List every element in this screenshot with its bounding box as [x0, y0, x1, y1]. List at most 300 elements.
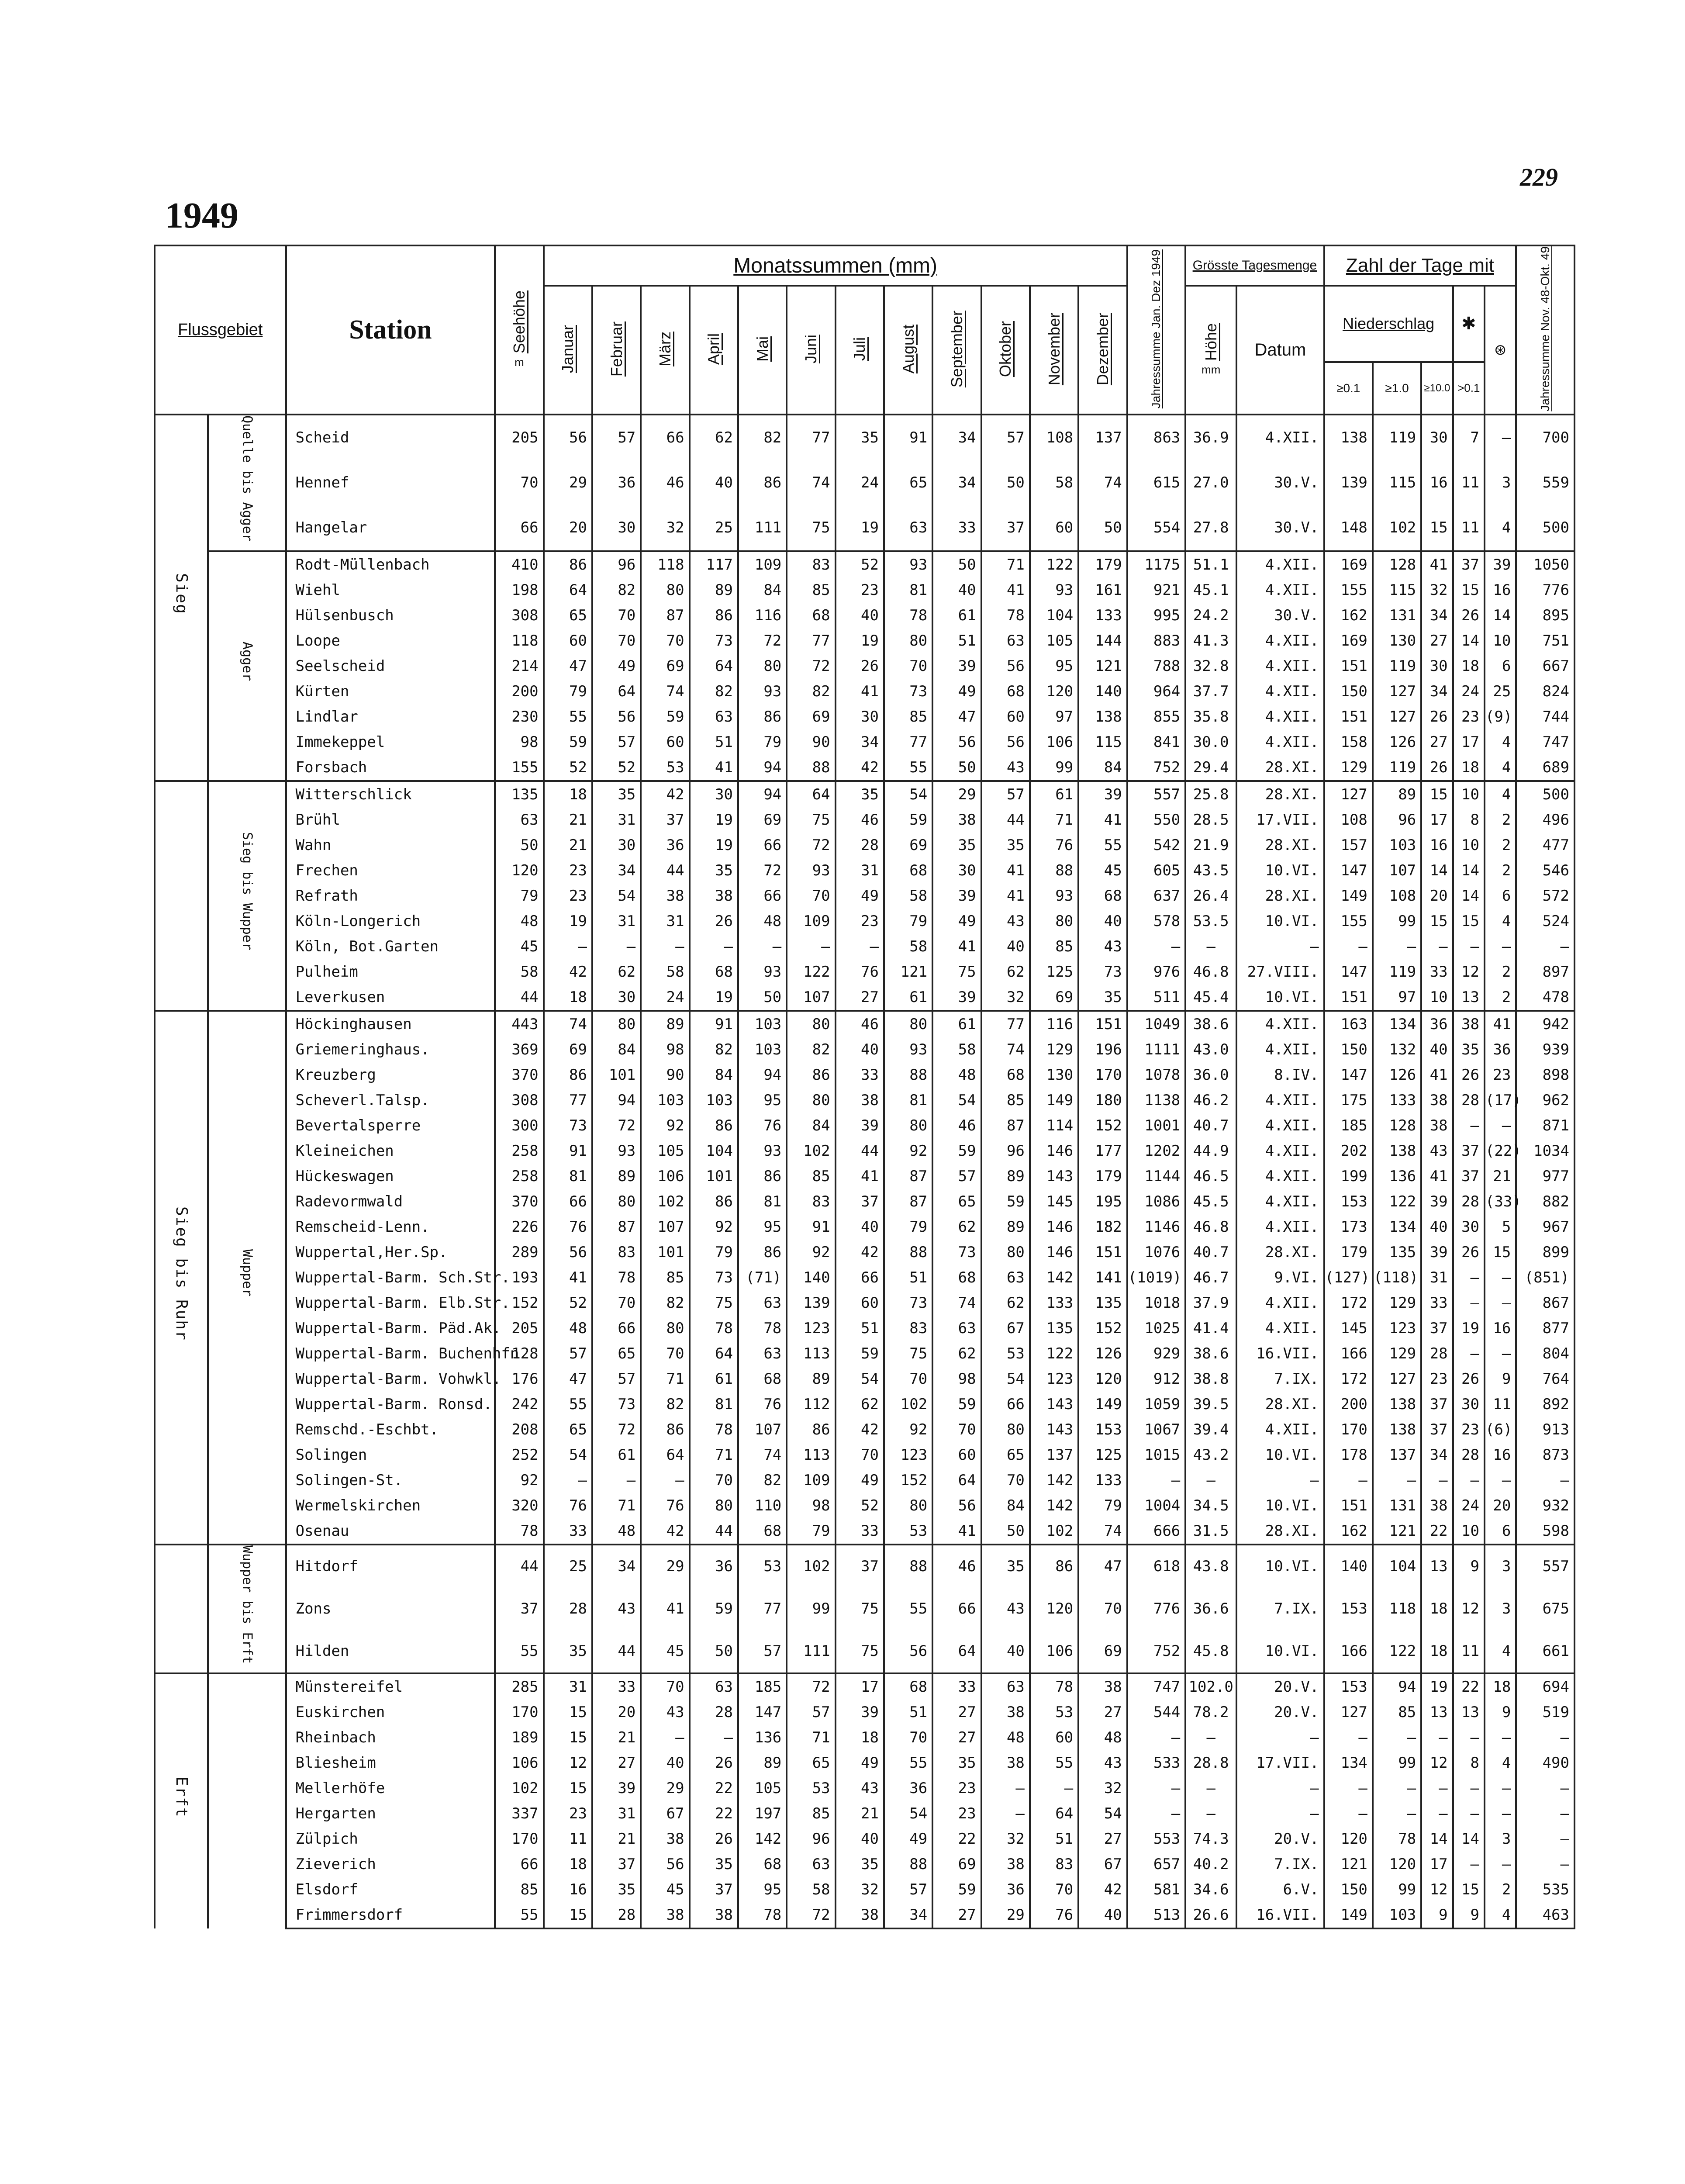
table-cell: 147: [1324, 959, 1373, 985]
table-cell: 155: [1324, 577, 1373, 603]
table-cell: 258: [495, 1164, 543, 1189]
table-cell: 4: [1485, 729, 1516, 755]
table-cell: 179: [1324, 1240, 1373, 1265]
table-cell: —: [1453, 1290, 1485, 1316]
table-cell: 7.IX.: [1236, 1366, 1324, 1392]
table-cell: 170: [1078, 1062, 1127, 1088]
table-cell: 23: [544, 883, 592, 909]
table-cell: 85: [787, 577, 835, 603]
table-cell: 37: [641, 807, 689, 833]
table-cell: 68: [1078, 883, 1127, 909]
table-cell: 151: [1324, 1493, 1373, 1518]
table-cell: 867: [1516, 1290, 1575, 1316]
table-row: [155, 1214, 1575, 1240]
table-cell: 78: [690, 1316, 738, 1341]
table-cell: (22): [1485, 1138, 1516, 1164]
table-cell: 533: [1127, 1750, 1186, 1776]
table-row: [155, 1442, 1575, 1468]
table-row: [155, 1113, 1575, 1138]
table-cell: 87: [884, 1164, 932, 1189]
month-oct: Oktober: [981, 286, 1030, 415]
table-cell: —: [1453, 934, 1485, 959]
table-cell: 108: [1373, 883, 1421, 909]
table-cell: 79: [884, 1214, 932, 1240]
table-row: [155, 1750, 1575, 1776]
table-cell: 70: [641, 1673, 689, 1700]
table-cell: 58: [884, 934, 932, 959]
table-cell: 78: [884, 603, 932, 628]
table-cell: 37: [690, 1877, 738, 1902]
table-cell: 15: [544, 1725, 592, 1750]
table-cell: 477: [1516, 833, 1575, 858]
table-cell: 38: [1078, 1673, 1127, 1700]
table-cell: 21: [544, 833, 592, 858]
table-cell: 63: [690, 704, 738, 729]
table-cell: 35: [836, 781, 884, 807]
table-cell: 93: [1030, 883, 1078, 909]
table-cell: 135: [495, 781, 543, 807]
table-cell: 12: [544, 1750, 592, 1776]
table-cell: —: [1516, 1826, 1575, 1852]
table-cell: 42: [544, 959, 592, 985]
table-cell: 43: [1421, 1138, 1453, 1164]
table-cell: 77: [738, 1588, 787, 1630]
table-cell: 208: [495, 1417, 543, 1442]
table-cell: 841: [1127, 729, 1186, 755]
table-cell: 23: [932, 1801, 981, 1826]
table-cell: (9): [1485, 704, 1516, 729]
station-name: Wuppertal-Barm. Elb.Str.: [286, 1290, 495, 1316]
table-cell: 524: [1516, 909, 1575, 934]
table-cell: —: [1516, 1852, 1575, 1877]
table-cell: 57: [592, 729, 641, 755]
table-cell: 932: [1516, 1493, 1575, 1518]
table-cell: 4.XII.: [1236, 1214, 1324, 1240]
table-cell: 68: [738, 1852, 787, 1877]
table-cell: 45.1: [1185, 577, 1236, 603]
table-cell: 546: [1516, 858, 1575, 883]
table-cell: 764: [1516, 1366, 1575, 1392]
table-cell: —: [1324, 934, 1373, 959]
table-cell: 24.2: [1185, 603, 1236, 628]
table-cell: 63: [981, 1265, 1030, 1290]
table-cell: 9: [1485, 1366, 1516, 1392]
table-cell: 35.8: [1185, 704, 1236, 729]
table-cell: 86: [738, 704, 787, 729]
table-cell: 44: [495, 985, 543, 1011]
table-cell: 41: [836, 1164, 884, 1189]
table-cell: 98: [932, 1366, 981, 1392]
table-cell: 82: [738, 415, 787, 461]
table-cell: 2: [1485, 1877, 1516, 1902]
table-cell: 122: [787, 959, 835, 985]
table-cell: 70: [884, 653, 932, 679]
station-name: Frimmersdorf: [286, 1902, 495, 1928]
table-cell: 41: [1078, 807, 1127, 833]
table-cell: 120: [1324, 1826, 1373, 1852]
table-cell: 43: [981, 1588, 1030, 1630]
table-cell: —: [1324, 1725, 1373, 1750]
table-cell: 82: [690, 679, 738, 704]
table-cell: 49: [932, 679, 981, 704]
table-cell: —: [641, 934, 689, 959]
table-cell: 39: [932, 653, 981, 679]
table-cell: 20: [592, 1700, 641, 1725]
table-cell: 85: [884, 704, 932, 729]
table-cell: 93: [1030, 577, 1078, 603]
table-cell: 29.4: [1185, 755, 1236, 781]
station-name: Wuppertal-Barm. Päd.Ak.: [286, 1316, 495, 1341]
table-cell: 744: [1516, 704, 1575, 729]
table-cell: 1175: [1127, 551, 1186, 577]
table-cell: 8.IV.: [1236, 1062, 1324, 1088]
table-cell: 34: [836, 729, 884, 755]
table-cell: 73: [1078, 959, 1127, 985]
table-cell: 85: [641, 1265, 689, 1290]
table-cell: 15: [544, 1700, 592, 1725]
table-cell: —: [981, 1801, 1030, 1826]
table-cell: 4: [1485, 909, 1516, 934]
table-cell: 78.2: [1185, 1700, 1236, 1725]
threshold-3: >0.1: [1453, 362, 1485, 415]
table-cell: 62: [932, 1341, 981, 1366]
table-cell: 56: [981, 729, 1030, 755]
table-cell: 12: [1453, 1588, 1485, 1630]
station-name: Wuppertal-Barm. Buchenhfn: [286, 1341, 495, 1366]
table-row: [155, 1392, 1575, 1417]
table-row: [155, 1138, 1575, 1164]
table-cell: 86: [738, 460, 787, 505]
table-cell: 137: [1078, 415, 1127, 461]
table-cell: 102: [641, 1189, 689, 1214]
table-cell: 150: [1324, 1877, 1373, 1902]
table-cell: 59: [981, 1189, 1030, 1214]
table-cell: 12: [1453, 959, 1485, 985]
table-cell: 214: [495, 653, 543, 679]
station-name: Immekeppel: [286, 729, 495, 755]
station-name: Hülsenbusch: [286, 603, 495, 628]
table-cell: 41: [544, 1265, 592, 1290]
table-cell: 70: [641, 628, 689, 653]
table-cell: 176: [495, 1366, 543, 1392]
table-cell: 18: [1421, 1630, 1453, 1673]
table-cell: —: [690, 1725, 738, 1750]
station-name: Griemeringhaus.: [286, 1037, 495, 1062]
table-cell: 17.VII.: [1236, 1750, 1324, 1776]
table-cell: 49: [836, 1750, 884, 1776]
table-cell: 143: [1030, 1392, 1078, 1417]
table-cell: 83: [592, 1240, 641, 1265]
table-cell: 75: [690, 1290, 738, 1316]
station-name: Remscheid-Lenn.: [286, 1214, 495, 1240]
table-cell: 101: [641, 1240, 689, 1265]
table-cell: 151: [1324, 985, 1373, 1011]
table-cell: 14: [1485, 603, 1516, 628]
table-cell: 80: [981, 1240, 1030, 1265]
table-cell: 1050: [1516, 551, 1575, 577]
table-cell: 897: [1516, 959, 1575, 985]
table-cell: 56: [884, 1630, 932, 1673]
table-cell: 33: [544, 1518, 592, 1545]
table-cell: 40: [836, 1214, 884, 1240]
table-cell: 86: [690, 603, 738, 628]
table-cell: 166: [1324, 1341, 1373, 1366]
table-cell: 98: [641, 1037, 689, 1062]
table-cell: 122: [1373, 1189, 1421, 1214]
table-cell: 11: [1453, 1630, 1485, 1673]
table-cell: 55: [495, 1902, 543, 1928]
table-cell: 95: [738, 1877, 787, 1902]
table-cell: 54: [932, 1088, 981, 1113]
table-cell: 1144: [1127, 1164, 1186, 1189]
table-cell: 35: [592, 781, 641, 807]
table-cell: 112: [787, 1392, 835, 1417]
table-row: [155, 577, 1575, 603]
table-cell: 4.XII.: [1236, 1113, 1324, 1138]
table-cell: 14: [1453, 883, 1485, 909]
table-cell: 59: [836, 1341, 884, 1366]
table-cell: 895: [1516, 603, 1575, 628]
table-cell: 242: [495, 1392, 543, 1417]
table-cell: 34: [1421, 603, 1453, 628]
table-row: [155, 1877, 1575, 1902]
table-cell: —: [1373, 1725, 1421, 1750]
table-row: [155, 1062, 1575, 1088]
table-cell: 59: [690, 1588, 738, 1630]
table-cell: 51: [932, 628, 981, 653]
table-cell: 30: [592, 505, 641, 551]
table-cell: 80: [884, 628, 932, 653]
table-cell: 559: [1516, 460, 1575, 505]
table-cell: 125: [1078, 1442, 1127, 1468]
station-name: Solingen: [286, 1442, 495, 1468]
table-cell: 804: [1516, 1341, 1575, 1366]
table-cell: 10: [1453, 781, 1485, 807]
table-cell: 80: [641, 577, 689, 603]
table-cell: 147: [1324, 1062, 1373, 1088]
table-cell: 11: [1453, 505, 1485, 551]
table-cell: 1111: [1127, 1037, 1186, 1062]
table-cell: 32: [981, 985, 1030, 1011]
table-cell: 44: [641, 858, 689, 883]
table-cell: 1059: [1127, 1392, 1186, 1417]
table-cell: 17: [1421, 1852, 1453, 1877]
table-cell: 77: [787, 628, 835, 653]
table-cell: 54: [836, 1366, 884, 1392]
table-cell: 34: [884, 1902, 932, 1928]
table-cell: 43: [981, 909, 1030, 934]
station-name: Kürten: [286, 679, 495, 704]
table-cell: 64: [544, 577, 592, 603]
table-cell: 50: [981, 460, 1030, 505]
table-cell: 26: [690, 1750, 738, 1776]
table-cell: 99: [1373, 909, 1421, 934]
table-cell: —: [1453, 1341, 1485, 1366]
table-cell: 28: [1453, 1442, 1485, 1468]
table-cell: —: [981, 1776, 1030, 1801]
table-row: [155, 883, 1575, 909]
table-cell: 126: [1373, 1062, 1421, 1088]
table-cell: 96: [1373, 807, 1421, 833]
table-cell: 56: [592, 704, 641, 729]
table-cell: 19: [544, 909, 592, 934]
header-zahl-der-tage: Zahl der Tage mit: [1324, 245, 1516, 286]
table-cell: 161: [1078, 577, 1127, 603]
table-cell: 46: [932, 1113, 981, 1138]
table-cell: 85: [495, 1877, 543, 1902]
table-cell: 47: [932, 704, 981, 729]
table-cell: 694: [1516, 1673, 1575, 1700]
table-cell: 43: [981, 755, 1030, 781]
table-cell: 69: [932, 1852, 981, 1877]
table-cell: 98: [787, 1493, 835, 1518]
table-cell: 56: [932, 729, 981, 755]
table-cell: —: [1324, 1468, 1373, 1493]
table-row: [155, 1518, 1575, 1545]
table-cell: 121: [1324, 1852, 1373, 1877]
table-cell: 752: [1127, 1630, 1186, 1673]
table-cell: 76: [641, 1493, 689, 1518]
table-cell: 921: [1127, 577, 1186, 603]
table-cell: —: [1127, 934, 1186, 959]
header-jahressumme-hydro: Jahressumme Nov. 48-Okt. 49: [1516, 245, 1575, 415]
table-cell: 20: [544, 505, 592, 551]
table-cell: 105: [641, 1138, 689, 1164]
table-cell: 776: [1516, 577, 1575, 603]
table-cell: 463: [1516, 1902, 1575, 1928]
table-cell: 26.4: [1185, 883, 1236, 909]
table-cell: 48: [592, 1518, 641, 1545]
table-cell: 76: [738, 1113, 787, 1138]
table-cell: 70: [592, 603, 641, 628]
table-cell: 35: [690, 858, 738, 883]
table-cell: 57: [544, 1341, 592, 1366]
table-cell: 31: [1421, 1265, 1453, 1290]
table-cell: 87: [884, 1189, 932, 1214]
table-cell: 20.V.: [1236, 1826, 1324, 1852]
star-icon: ✱: [1461, 314, 1476, 334]
table-cell: 146: [1030, 1138, 1078, 1164]
table-cell: 180: [1078, 1088, 1127, 1113]
table-cell: 300: [495, 1113, 543, 1138]
table-cell: 26: [1453, 1366, 1485, 1392]
table-cell: 102: [1373, 505, 1421, 551]
table-cell: 68: [884, 858, 932, 883]
table-header: [155, 245, 1575, 415]
table-cell: 553: [1127, 1826, 1186, 1852]
table-cell: 84: [787, 1113, 835, 1138]
table-cell: 40: [836, 603, 884, 628]
table-cell: (71): [738, 1265, 787, 1290]
table-cell: 11: [1485, 1392, 1516, 1417]
table-cell: 41: [981, 858, 1030, 883]
table-cell: 35: [836, 415, 884, 461]
table-cell: 102.0: [1185, 1673, 1236, 1700]
table-cell: 45: [495, 934, 543, 959]
table-cell: 43: [1078, 1750, 1127, 1776]
table-cell: 88: [1030, 858, 1078, 883]
table-cell: 83: [884, 1316, 932, 1341]
table-cell: 125: [1030, 959, 1078, 985]
table-cell: 21: [544, 807, 592, 833]
table-cell: 53.5: [1185, 909, 1236, 934]
table-cell: 513: [1127, 1902, 1186, 1928]
table-cell: 1001: [1127, 1113, 1186, 1138]
table-cell: 137: [1030, 1442, 1078, 1468]
table-cell: 70: [592, 628, 641, 653]
table-cell: 98: [495, 729, 543, 755]
table-cell: 102: [1030, 1518, 1078, 1545]
table-cell: 54: [884, 781, 932, 807]
table-cell: 28.XI.: [1236, 1240, 1324, 1265]
table-cell: 46.8: [1185, 959, 1236, 985]
table-cell: 45: [641, 1630, 689, 1673]
table-cell: 40.2: [1185, 1852, 1236, 1877]
table-cell: 35: [1453, 1037, 1485, 1062]
table-cell: 2: [1485, 833, 1516, 858]
table-cell: 81: [544, 1164, 592, 1189]
table-cell: 20: [1485, 1493, 1516, 1518]
table-cell: 78: [495, 1518, 543, 1545]
table-cell: 72: [592, 1113, 641, 1138]
table-cell: 36: [981, 1877, 1030, 1902]
table-cell: 64: [1030, 1801, 1078, 1826]
table-cell: 898: [1516, 1062, 1575, 1088]
table-cell: 78: [1030, 1673, 1078, 1700]
table-cell: 151: [1078, 1011, 1127, 1037]
table-cell: 113: [787, 1442, 835, 1468]
table-cell: 145: [1324, 1316, 1373, 1341]
table-cell: 129: [1373, 1341, 1421, 1366]
table-cell: 6: [1485, 653, 1516, 679]
table-cell: 108: [1030, 415, 1078, 461]
subregion-label: Wupper bis Erft: [208, 1545, 286, 1673]
table-cell: 131: [1373, 603, 1421, 628]
station-name: Refrath: [286, 883, 495, 909]
table-cell: 1004: [1127, 1493, 1186, 1518]
table-cell: 38: [981, 1750, 1030, 1776]
table-cell: 78: [690, 1417, 738, 1442]
table-cell: 69: [544, 1037, 592, 1062]
table-cell: 72: [787, 653, 835, 679]
table-cell: 108: [1324, 807, 1373, 833]
table-cell: 4.XII.: [1236, 1189, 1324, 1214]
station-name: Hangelar: [286, 505, 495, 551]
table-cell: 47: [544, 1366, 592, 1392]
table-cell: 751: [1516, 628, 1575, 653]
table-cell: 59: [932, 1138, 981, 1164]
station-name: Remschd.-Eschbt.: [286, 1417, 495, 1442]
table-cell: (851): [1516, 1265, 1575, 1290]
table-cell: 53: [787, 1776, 835, 1801]
table-cell: 143: [1030, 1164, 1078, 1189]
table-cell: 123: [1373, 1316, 1421, 1341]
table-cell: 102: [787, 1545, 835, 1588]
table-cell: 6: [1485, 1518, 1516, 1545]
table-cell: 10: [1453, 1518, 1485, 1545]
table-cell: 163: [1324, 1011, 1373, 1037]
table-row: [155, 1341, 1575, 1366]
table-cell: —: [836, 934, 884, 959]
month-nov: November: [1030, 286, 1078, 415]
table-cell: 85: [1030, 934, 1078, 959]
table-cell: 39: [1421, 1240, 1453, 1265]
table-cell: —: [1373, 1801, 1421, 1826]
table-cell: 94: [1373, 1673, 1421, 1700]
table-cell: 44.9: [1185, 1138, 1236, 1164]
table-cell: 82: [787, 679, 835, 704]
table-cell: 151: [1324, 653, 1373, 679]
